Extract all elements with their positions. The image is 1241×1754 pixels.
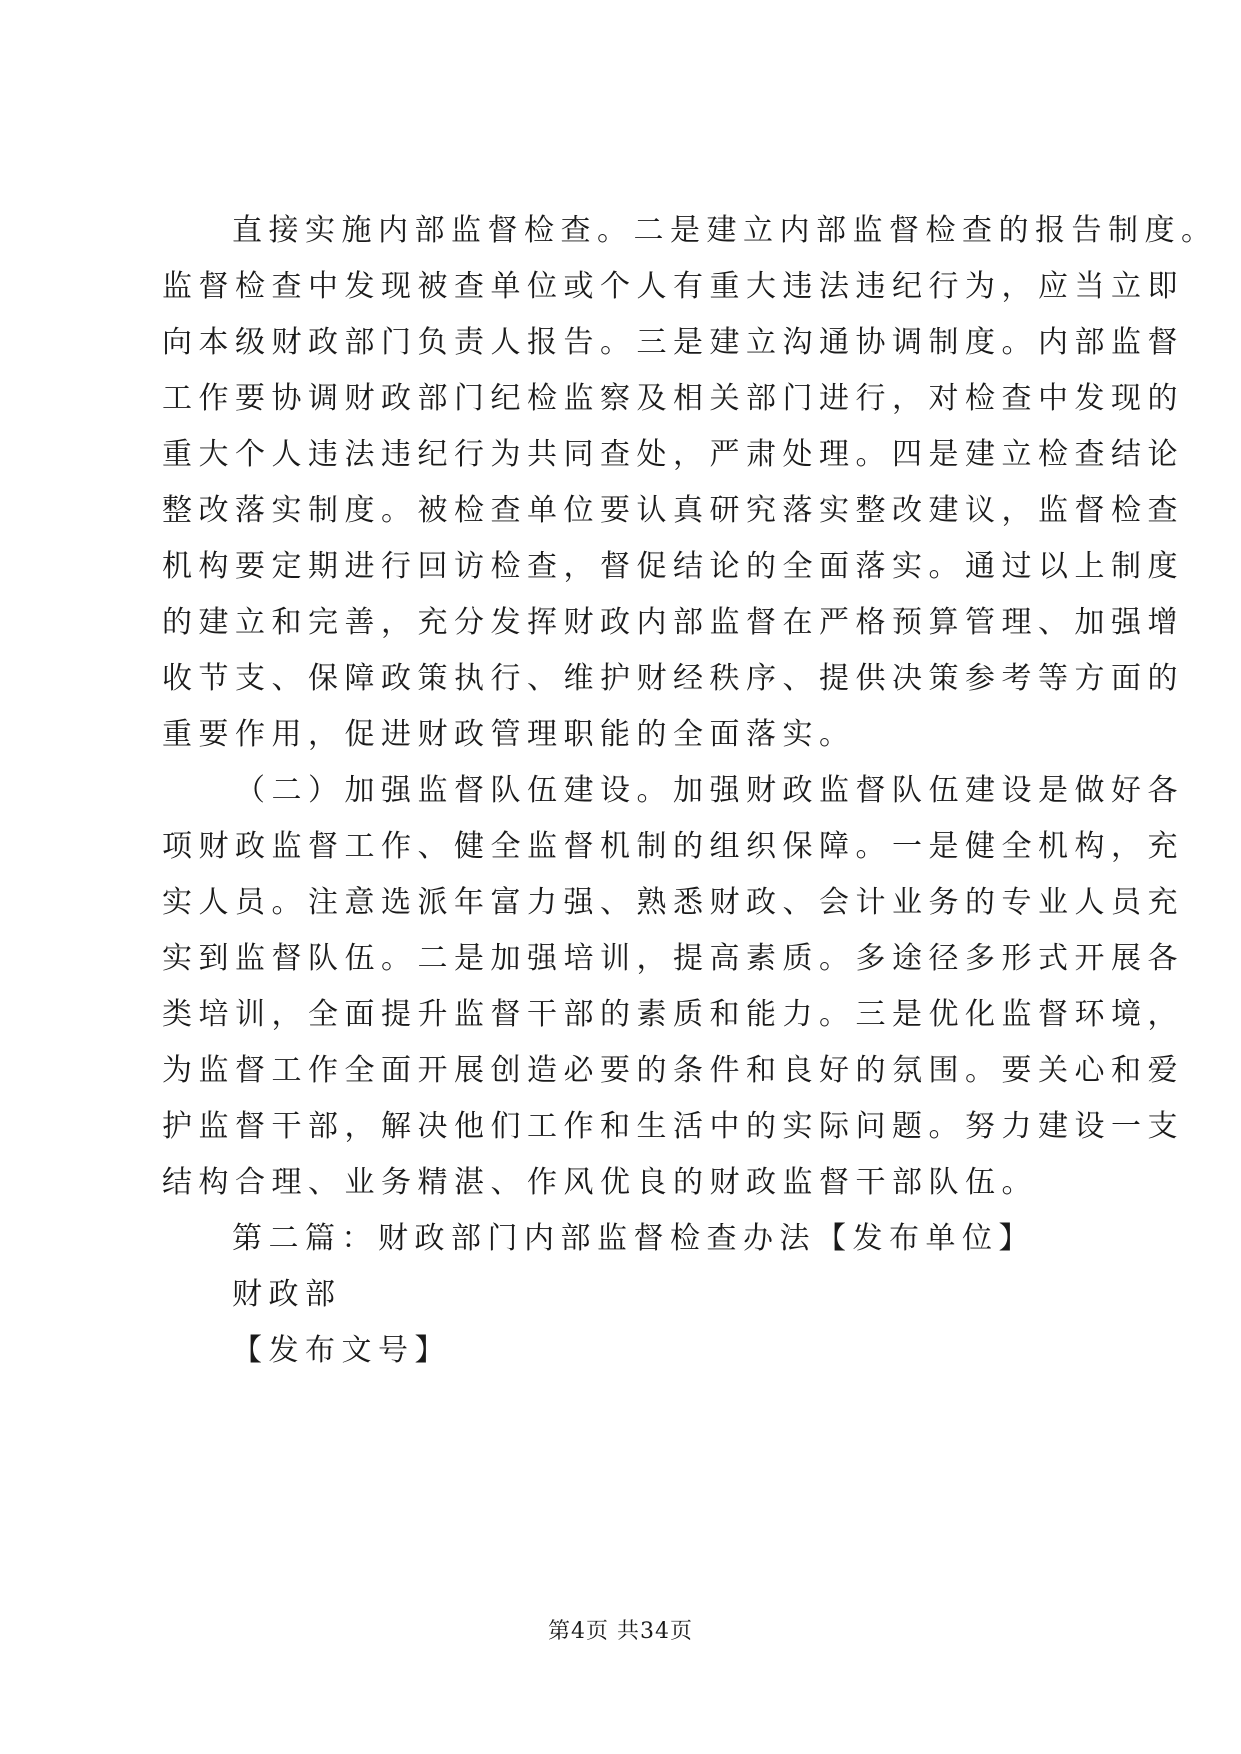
body-line-18: 结构合理、业务精湛、作风优良的财政监督干部队伍。 [162, 1165, 1038, 1200]
body-line-13: 实人员。注意选派年富力强、熟悉财政、会计业务的专业人员充 [162, 885, 1184, 920]
body-line-5: 重大个人违法违纪行为共同查处，严肃处理。四是建立检查结论 [162, 437, 1184, 472]
body-line-14: 实到监督队伍。二是加强培训，提高素质。多途径多形式开展各 [162, 941, 1184, 976]
body-line-10: 重要作用，促进财政管理职能的全面落实。 [162, 717, 856, 752]
body-line-7: 机构要定期进行回访检查，督促结论的全面落实。通过以上制度 [162, 549, 1184, 584]
body-line-3: 向本级财政部门负责人报告。三是建立沟通协调制度。内部监督 [162, 325, 1184, 360]
body-line-1: 直接实施内部监督检查。二是建立内部监督检查的报告制度。 [232, 213, 1218, 248]
page-number-footer: 第4页 共34页 [548, 1619, 693, 1644]
body-line-17: 护监督干部，解决他们工作和生活中的实际问题。努力建设一支 [162, 1109, 1184, 1144]
section-heading-line: （二）加强监督队伍建设。加强财政监督队伍建设是做好各 [235, 773, 1184, 808]
issuer-line: 财政部 [232, 1277, 342, 1312]
body-line-2: 监督检查中发现被查单位或个人有重大违法违纪行为，应当立即 [162, 269, 1184, 304]
body-line-4: 工作要协调财政部门纪检监察及相关部门进行，对检查中发现的 [162, 381, 1184, 416]
chapter-title-line: 第二篇：财政部门内部监督检查办法【发布单位】 [232, 1221, 1035, 1256]
body-line-15: 类培训，全面提升监督干部的素质和能力。三是优化监督环境， [162, 997, 1184, 1032]
body-line-9: 收节支、保障政策执行、维护财经秩序、提供决策参考等方面的 [162, 661, 1184, 696]
doc-number-label-line: 【发布文号】 [232, 1333, 451, 1368]
body-line-12: 项财政监督工作、健全监督机制的组织保障。一是健全机构，充 [162, 829, 1184, 864]
body-line-6: 整改落实制度。被检查单位要认真研究落实整改建议，监督检查 [162, 493, 1184, 528]
body-line-16: 为监督工作全面开展创造必要的条件和良好的氛围。要关心和爱 [162, 1053, 1184, 1088]
body-line-8: 的建立和完善，充分发挥财政内部监督在严格预算管理、加强增 [162, 605, 1184, 640]
